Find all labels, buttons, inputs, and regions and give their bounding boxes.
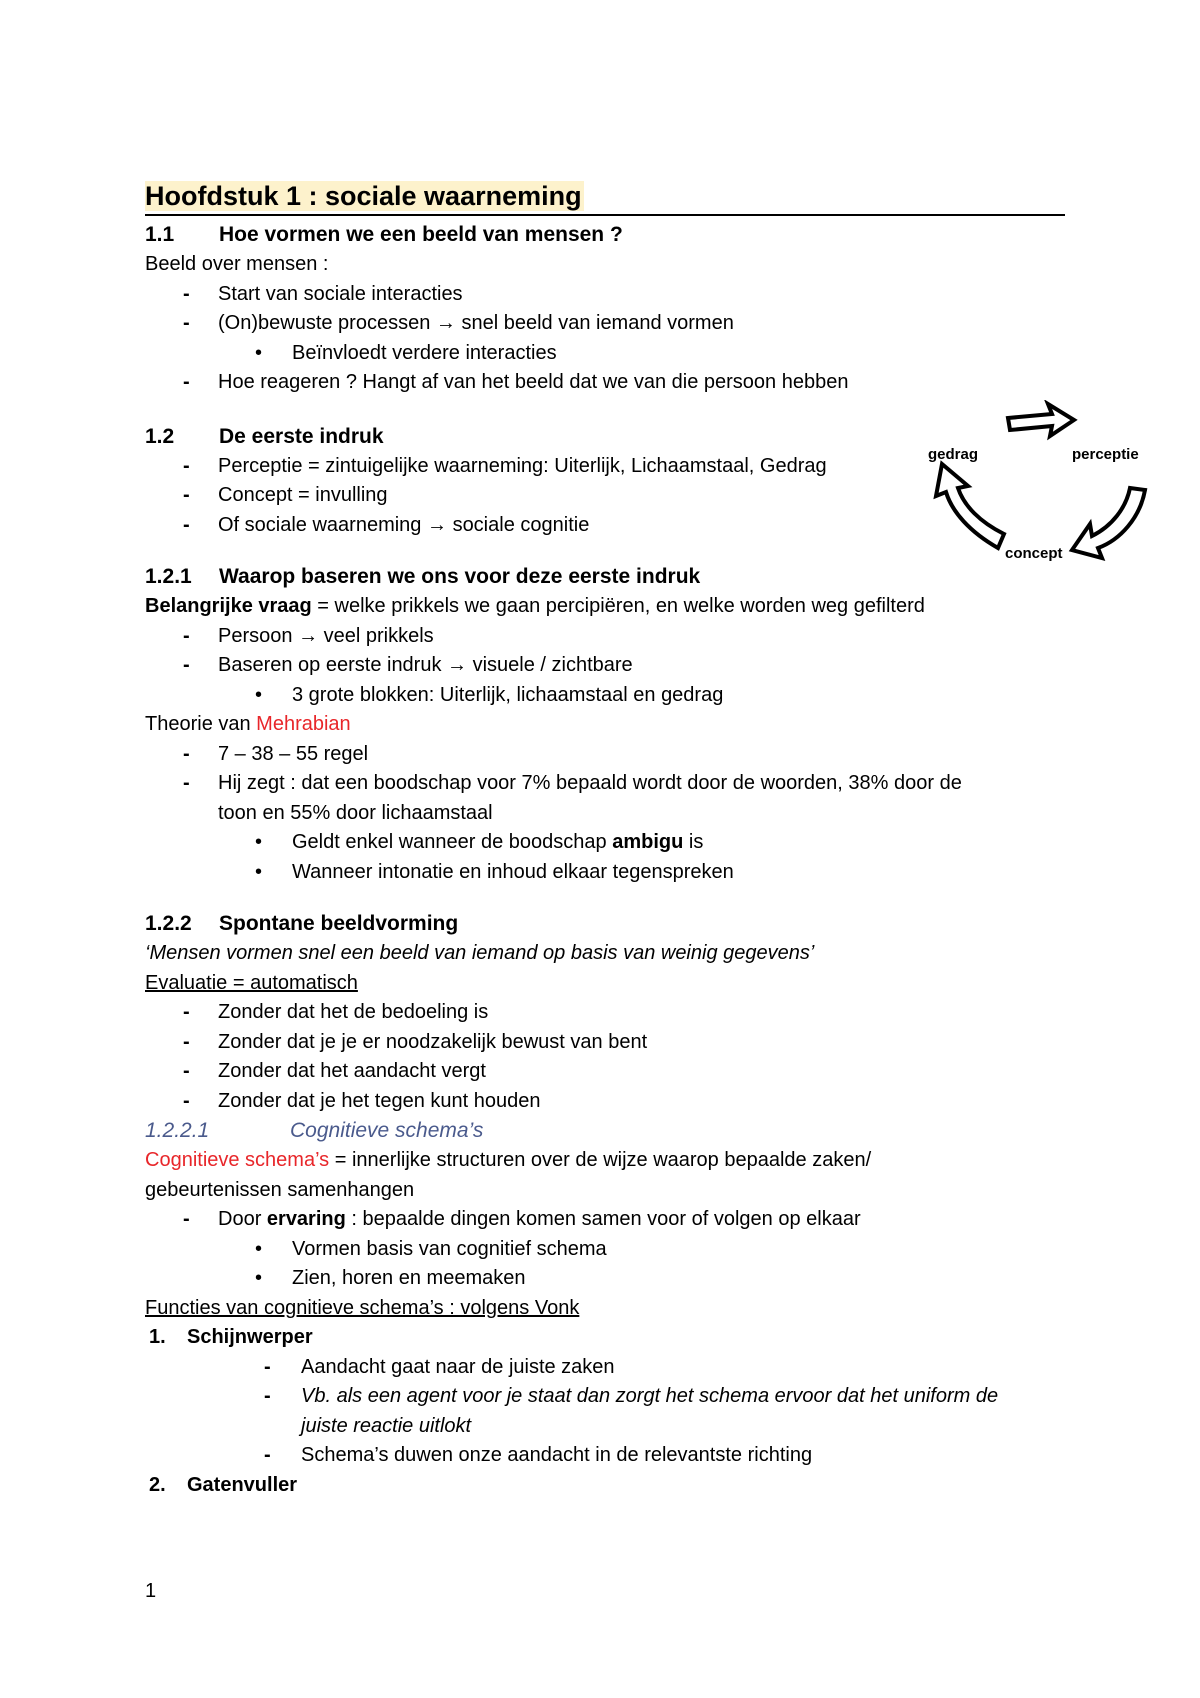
list-item: - Hij zegt : dat een boodschap voor 7% bepaald wordt door de woorden, 38% door de toon en 55% door lichaamstaal — [183, 772, 962, 824]
arrow-up-icon — [936, 464, 1004, 548]
section-1-1-intro: Beeld over mensen : — [145, 253, 329, 275]
section-1-2-1-heading: 1.2.1 Waarop baseren we ons voor deze eerste indruk — [145, 565, 701, 588]
list-item: - Start van sociale interacties — [183, 282, 463, 305]
list-item: • Vormen basis van cognitief schema — [255, 1237, 607, 1260]
experience-sublist — [145, 1235, 1065, 1294]
arrow-icon: → — [447, 654, 468, 676]
arrow-icon: → — [298, 624, 319, 647]
list-item: 2. Gatenvuller — [149, 1473, 298, 1496]
page-number: 1 — [145, 1580, 157, 1602]
arrow-icon: → — [435, 312, 456, 334]
theory-line: Theorie van Mehrabian — [145, 713, 351, 735]
list-item: - Schema’s duwen onze aandacht in de relevantste richting — [264, 1444, 813, 1466]
list-item: • Geldt enkel wanneer de boodschap ambigu is — [255, 831, 704, 853]
perception-cycle-diagram — [920, 400, 1150, 565]
definition: Cognitieve schema’s = innerlijke structuren over de wijze waarop bepaalde zaken/ — [145, 1149, 872, 1171]
list-item: - 7 – 38 – 55 regel — [183, 742, 369, 765]
list-item: - Door ervaring : bepaalde dingen komen samen voor of volgen op elkaar — [183, 1208, 861, 1230]
arrow-right-icon — [1008, 404, 1074, 436]
list-item: - Concept = invulling — [183, 484, 388, 506]
quote: ‘Mensen vormen snel een beeld van iemand op basis van weinig gegevens’ — [145, 942, 815, 964]
evaluation-line: Evaluatie = automatisch — [145, 971, 358, 994]
list-item: • Zien, horen en meemaken — [255, 1267, 526, 1289]
list-item: - Of sociale waarneming → sociale cognitie — [183, 513, 590, 536]
list-item: - (On)bewuste processen → snel beeld van iemand vormen — [183, 312, 734, 334]
list-item: • 3 grote blokken: Uiterlijk, lichaamstaal en gedrag — [255, 683, 724, 706]
experience-list — [145, 1205, 1065, 1235]
list-item: • Beïnvloedt verdere interacties — [255, 341, 557, 364]
chapter-title: Hoofdstuk 1 : sociale waarneming — [145, 178, 1065, 216]
list-item: • Wanneer intonatie en inhoud elkaar tegenspreken — [255, 860, 734, 883]
section-1-1-list-cont — [145, 368, 1065, 398]
section-1-2-2-heading: 1.2.2 Spontane beeldvorming — [145, 912, 459, 935]
arrow-icon: → — [427, 513, 447, 536]
list-item: - Zonder dat je het tegen kunt houden — [183, 1089, 541, 1112]
section-1-2-heading: 1.2 De eerste indruk — [145, 424, 384, 448]
diagram-label-concept: concept — [1005, 545, 1063, 562]
diagram-label-gedrag: gedrag — [928, 446, 979, 463]
section-1-2-2-list — [145, 998, 1065, 1116]
list-item: - Baseren op eerste indruk → visuele / zichtbare — [183, 654, 633, 676]
list-item: - Perceptie = zintuigelijke waarneming: Uiterlijk, Lichaamstaal, Gedrag — [183, 454, 827, 477]
document-body — [145, 178, 1065, 1500]
arrow-down-icon — [1072, 488, 1145, 558]
list-item: - Persoon → veel prikkels — [183, 624, 434, 647]
mehrabian-list — [145, 740, 1065, 829]
list-item: - Hoe reageren ? Hangt af van het beeld dat we van die persoon hebben — [183, 371, 849, 393]
section-1-2-1-list — [145, 622, 1065, 681]
function-1-sublist — [187, 1353, 1065, 1471]
diagram-label-perceptie: perceptie — [1072, 446, 1139, 463]
section-1-1-sublist — [145, 339, 1065, 369]
list-item: - Zonder dat je je er noodzakelijk bewust van bent — [183, 1030, 648, 1053]
definition-cont: gebeurtenissen samenhangen — [145, 1178, 415, 1201]
functions-heading: Functies van cognitieve schema’s : volgens Vonk — [145, 1296, 580, 1319]
section-1-2-1-sublist — [145, 681, 1065, 711]
list-item: - Aandacht gaat naar de juiste zaken — [264, 1355, 615, 1378]
section-1-1-heading: 1.1 Hoe vormen we een beeld van mensen ? — [145, 223, 623, 246]
section-1-2-2-1-heading: 1.2.2.1 Cognitieve schema’s — [145, 1119, 484, 1142]
key-question: Belangrijke vraag = welke prikkels we gaan percipiëren, en welke worden weg gefilterd — [145, 595, 925, 617]
mehrabian-sublist — [145, 828, 1065, 887]
list-item: - Zonder dat het aandacht vergt — [183, 1060, 486, 1082]
list-item: - Zonder dat het de bedoeling is — [183, 1001, 489, 1023]
list-item: - Vb. als een agent voor je staat dan zorgt het schema ervoor dat het uniform de juiste reactie uitlokt — [264, 1385, 999, 1437]
list-item: 1. Schijnwerper - Aandacht gaat naar de juiste zaken - Vb. als een agent voor je staat dan zorgt het schema ervoor dat het uniform de juiste reactie uitlokt - Schema’s duwen onze aandacht in de relevantste richting — [145, 1323, 1065, 1471]
functions-list — [145, 1323, 1065, 1500]
section-1-1-list — [145, 280, 1065, 339]
